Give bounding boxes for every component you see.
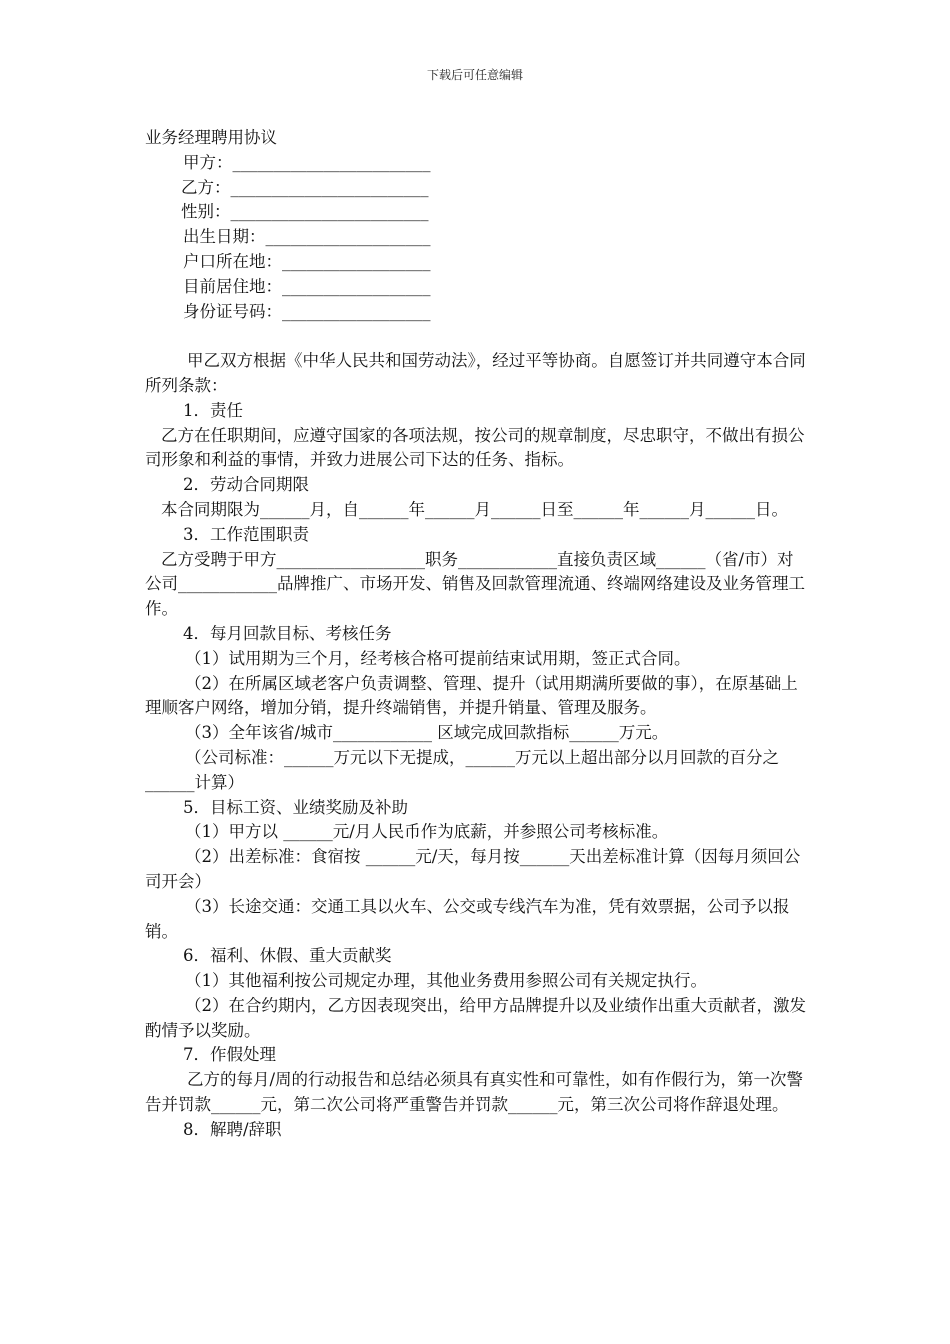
section-6-item-2: （2）在合约期内，乙方因表现突出，给甲方品牌提升以及业绩作出重大贡献者，激发酌情予以奖励。 (145, 995, 806, 1040)
section-5-item-3: （3）长途交通：交通工具以火车、公交或专线汽车为准，凭有效票据，公司予以报销。 (145, 896, 790, 941)
field-party-b: 乙方：________________________ (181, 177, 429, 197)
section-1-body: 乙方在任职期间，应遵守国家的各项法规，按公司的规章制度，尽忠职守，不做出有损公司形象和利益的事情，并致力进展公司下达的任务、指标。 (145, 425, 805, 470)
section-6-item-1: （1）其他福利按公司规定办理，其他业务费用参照公司有关规定执行。 (185, 971, 707, 991)
section-2-body: 本合同期限为______月，自______年______月______日至______年______月______日。 (161, 499, 788, 519)
section-5-heading: 5．目标工资、业绩奖励及补助 (183, 797, 408, 817)
section-4-item-4: （公司标准：______万元以下无提成，______万元以上超出部分以月回款的百分之______计算） (145, 747, 779, 792)
section-4-item-1: （1）试用期为三个月，经考核合格可提前结束试用期，签正式合同。 (185, 648, 691, 668)
field-gender: 性别：________________________ (181, 202, 429, 222)
section-3-heading: 3．工作范围职责 (183, 524, 309, 544)
field-id-number: 身份证号码：__________________ (183, 301, 431, 321)
section-8-heading: 8．解聘/辞职 (183, 1119, 282, 1139)
field-birth-date: 出生日期：____________________ (183, 227, 431, 247)
section-4-item-3: （3）全年该省/城市____________ 区域完成回款指标______万元。 (185, 723, 669, 743)
section-7-body: 乙方的每月/周的行动报告和总结必须具有真实性和可靠性，如有作假行为，第一次警告并罚款______元，第二次公司将严重警告并罚款______元，第三次公司将作辞退处理。 (145, 1070, 804, 1115)
section-4-item-2: （2）在所属区域老客户负责调整、管理、提升（试用期满所要做的事），在原基础上理顺客户网络，增加分销，提升终端销售，并提升销量、管理及服务。 (145, 673, 798, 718)
field-party-a: 甲方：________________________ (183, 152, 431, 172)
header-note: 下载后可任意编辑 (426, 68, 523, 82)
section-2-heading: 2．劳动合同期限 (183, 475, 309, 495)
document-title: 业务经理聘用协议 (145, 128, 277, 147)
field-residence: 目前居住地：__________________ (183, 276, 431, 296)
intro-paragraph: 甲乙双方根据《中华人民共和国劳动法》，经过平等协商。自愿签订并共同遵守本合同所列条款： (145, 351, 806, 395)
section-4-heading: 4．每月回款目标、考核任务 (183, 623, 392, 643)
section-1-heading: 1．责任 (183, 400, 243, 420)
spacer (145, 324, 810, 349)
section-7-heading: 7．作假处理 (183, 1045, 276, 1065)
section-3-body: 乙方受聘于甲方__________________职务____________直接负责区域______（省/市）对公司____________品牌推广、市场开发、销售及回款管理流通、终端网络建设及业务管理工作。 (145, 549, 805, 619)
section-5-item-1: （1）甲方以 ______元/月人民币作为底薪，并参照公司考核标准。 (185, 822, 669, 842)
section-6-heading: 6．福利、休假、重大贡献奖 (183, 946, 392, 966)
section-5-item-2: （2）出差标准：食宿按 ______元/天，每月按______天出差标准计算（因每月须回公司开会） (145, 847, 801, 891)
document-body (145, 126, 810, 1143)
field-hukou: 户口所在地：__________________ (183, 251, 431, 271)
